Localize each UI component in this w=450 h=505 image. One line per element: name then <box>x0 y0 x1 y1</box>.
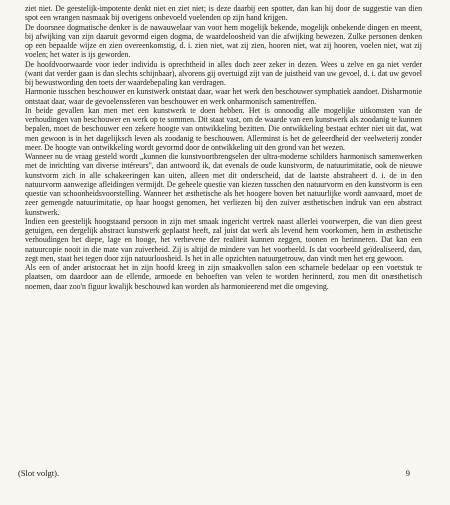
paragraph-7: Indien een geestelijk hoogstaand persoon in zijn met smaak ingericht vertrek naast allerlei voorwerpen, die van dien geest getuigen, een dergelijk abstract kunstwerk geplaatst heeft, zal juist dat werk als levend hem voorkomen, hem in æsthetische verhoudingen het diepe, lage en hooge, het verhevene der realiteit kunnen zeggen, toonen en herinneren. Dat kan een natuurcopie nooit in die mate van zuiverheid. Zij is altijd de mindere van het voorbeeld. Is dat voorbeeld geïdealiseerd, dan, zegt men, staat het tegen door zijn natuurloosheid. Is het in alle opzichten natuurgetrouw, dan vindt men het erg gewoon. <box>25 216 422 263</box>
paragraph-6: Wanneer nu de vraag gesteld wordt „kunnen die kunstvoortbrengselen der ultra-moderne schilders harmonisch samenwerken met de inrichting van diverse intéreurs", dan antwoord ik, dat evenals de oude kunstvorm, de natuurimitatie, ook de nieuwe kunstvorm zich in alle schakeeringen kan uiten, alleen met dit onderscheid, dat de laatste abstraheert d. i. de in den natuurvorm aanwezige afleidingen vermijdt. De geheele questie van kiezen tusschen den natuurvorm en den kunstvorm is een questie van schoonheidsvoorstelling. Wanneer het æsthetische als het hoogere boven het natuurlijke wordt aanvaard, moet de zeer gemengde natuurimitatie, op haar hoogst genomen, het verliezen bij den zuiver æsthetischen indruk van een abstract kunstwerk. <box>25 152 422 217</box>
paragraph-5: In beide gevallen kan men met een kunstwerk te doen hebben. Het is onnoodig alle mogelijke uitkomsten van de verhoudingen van beschouwer en werk op te sommen. Dit staat vast, om de waarde van een kunstwerk als zoodanig te kunnen bepalen, moet de beschouwer een zekere hoogte van ontwikkeling bezitten. Die ontwikkeling bestaat echter niet uit dat, wat men gewoon is in het dagelijksch leven als zoodanig te beschouwen. Allerminst is het de geleerdheid der veelweterij zonder meer. De hoogte van ontwikkeling wordt gevormd door de ontwikkeling uit den grond van het wezen. <box>25 105 422 152</box>
paragraph-8: Als een of ander aristocraat het in zijn hoofd kreeg in zijn smaakvollen salon een scharnele bedelaar op een voetstuk te plaatsen, om daardoor aan de ellende, armoede en behoeften van velen te worden herinnerd, zou men dit onæsthetisch noemen, daar zoo'n figuur kwalijk beschouwd kan worden als harmonieerend met die omgeving. <box>25 263 422 291</box>
paragraph-1: ziet niet. De geestelijk-impotente denkt niet en ziet niet; is deze daarbij een spotter, dan kan hij door de suggestie van dien spot een wrangen nasmaak bij overigens onbevoeld voelenden op zijn hand krijgen. <box>25 4 422 23</box>
paragraph-2: De doorsnee dogmatische denker is de nawauwelaar van voor hem mogelijk bekende, mogelijk onbekende dingen en meent, bij afwijking van zijn daaruit gevormd eigen dogma, de waardeloosheid van die afwijking bewezen. Zulke personen denken op een bepaalde wijze en zien overeenkomstig, d. i. zien niet, wat zij zien, hooren niet, wat zij hooren, voelen niet, wat zij voelen; het water is ijs geworden. <box>25 22 422 60</box>
page-number: 9 <box>405 468 410 478</box>
article-body <box>25 4 422 291</box>
paragraph-3: De hoofdvoorwaarde voor ieder individu is oprechtheid in alles doch zeer zeker in dezen. Wees u zelve en ga niet verder (want dat verder gaan is dan slechts schijnbaar), alvorens gij overtuigd zijt van de juistheid van uw gevoel, d. i. dat uw gevoel bij bewustwording den toets der waardebepaling kan verdragen. <box>25 59 422 87</box>
continuation-note: (Slot volgt). <box>18 468 60 478</box>
paragraph-4: Harmonie tusschen beschouwer en kunstwerk ontstaat daar, waar het werk den beschouwer symphatiek aandoet. Disharmonie ontstaat daar, waar de gevoelenssferen van beschouwer en werk onharmonisch samentreffen. <box>25 87 422 106</box>
